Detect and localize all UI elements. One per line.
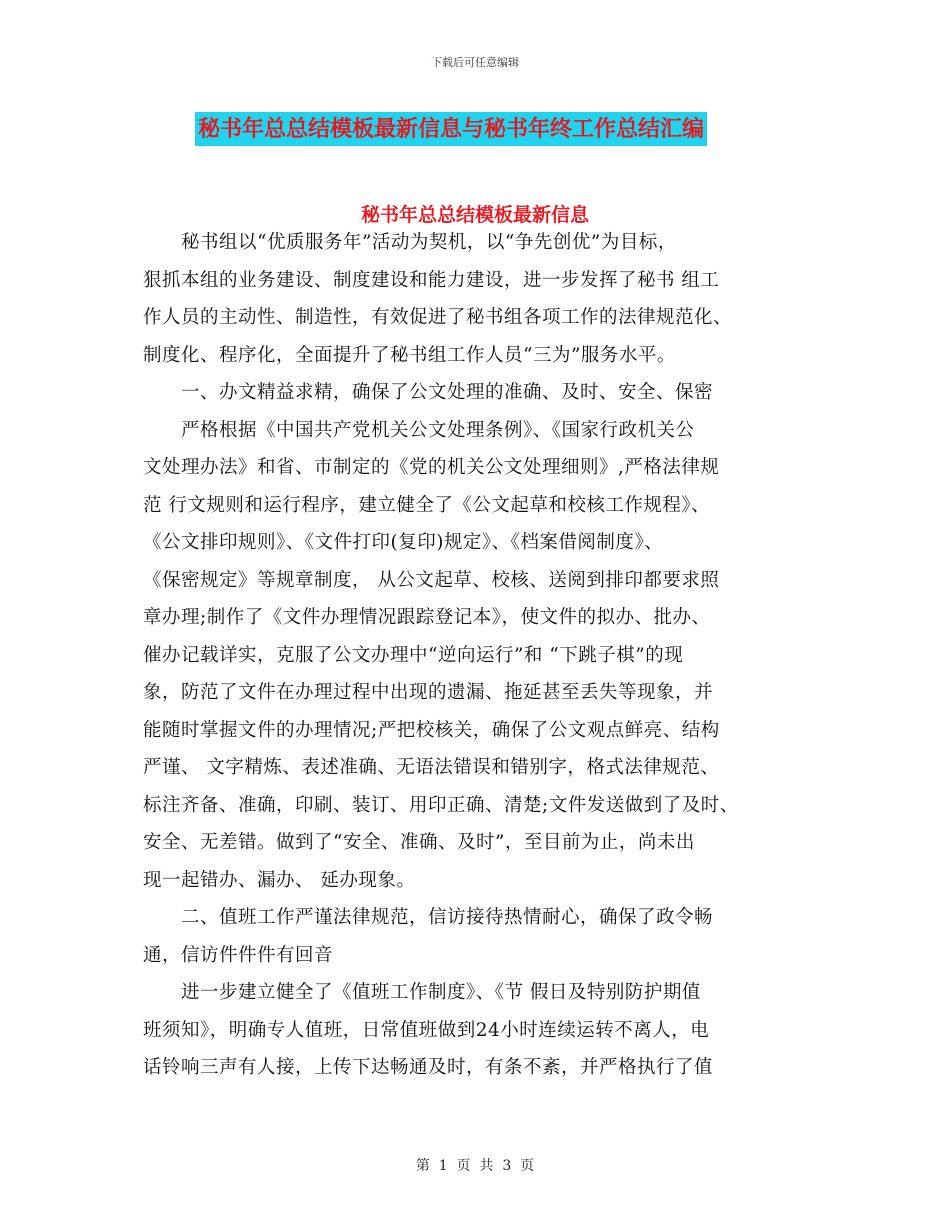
paragraph-line: 现一起错办、漏办、 延办现象。 xyxy=(143,869,416,891)
paragraph-line: 班须知》，明确专人值班，日常值班做到24小时连续运转不离人，电 xyxy=(143,1019,710,1041)
paragraph-line: 能随时掌握文件的办理情况;严把校核关，确保了公文观点鲜亮、结构 xyxy=(143,719,720,741)
paragraph-line: 严格根据《中国共产党机关公文处理条例》、《国家行政机关公 xyxy=(143,419,695,441)
paragraph-line: 作人员的主动性、制造性，有效促进了秘书组各项工作的法律规范化、 xyxy=(143,307,733,328)
paragraph-line: 严谨、 文字精炼、表述准确、无语法错误和错别字，格式法律规范、 xyxy=(143,757,720,778)
paragraph-line: 章办理;制作了《文件办理情况跟踪登记本》，使文件的拟办、批办、 xyxy=(143,607,711,628)
paragraph-line: 狠抓本组的业务建设、制度建设和能力建设，进一步发挥了秘书 组工 xyxy=(143,269,720,291)
paragraph-line: 进一步建立健全了《值班工作制度》、《节 假日及特别防护期值 xyxy=(143,982,701,1003)
paragraph-line: 催办记载详实，克服了公文办理中“逆向运行”和 “下跳子棋”的现 xyxy=(143,644,684,666)
heading-line: 二、值班工作严谨法律规范，信访接待热情耐心，确保了政令畅 xyxy=(143,907,714,928)
paragraph-line: 话铃响三声有人接，上传下达畅通及时，有条不紊，并严格执行了值 xyxy=(143,1057,714,1078)
paragraph-line: 象，防范了文件在办理过程中出现的遗漏、拖延甚至丢失等现象，并 xyxy=(143,682,714,703)
heading-line: 一、办文精益求精，确保了公文处理的准确、及时、安全、保密 xyxy=(143,382,714,403)
paragraph-line: 《公文排印规则》、《文件打印(复印)规定》、《档案借阅制度》、 xyxy=(143,532,664,553)
paragraph-line: 制度化、程序化，全面提升了秘书组工作人员“三为”服务水平。 xyxy=(143,344,676,366)
section-title: 秘书年总总结模板最新信息 xyxy=(360,204,589,226)
header-note: 下载后可任意编辑 xyxy=(431,56,519,69)
paragraph-line: 《保密规定》等规章制度， 从公文起草、校核、送阅到排印都要求照 xyxy=(143,569,720,591)
paragraph-line: 安全、无差错。做到了“安全、准确、及时”，至目前为止，尚未出 xyxy=(143,832,695,853)
paragraph-line: 文处理办法》和省、市制定的《党的机关公文处理细则》,严格法律规 xyxy=(143,457,720,478)
document-title: 秘书年总总结模板最新信息与秘书年终工作总结汇编 xyxy=(195,112,707,146)
paragraph-line: 标注齐备、准确，印刷、装订、用印正确、清楚;文件发送做到了及时、 xyxy=(143,794,739,816)
page-footer: 第 1 页 共 3 页 xyxy=(415,1158,535,1174)
paragraph-line: 秘书组以“优质服务年”活动为契机，以“争先创优”为目标， xyxy=(143,232,677,253)
heading-line: 通，信访件件件有回音 xyxy=(143,944,334,966)
document-body xyxy=(143,224,818,1087)
paragraph-line: 范 行文规则和运行程序，建立健全了《公文起草和校核工作规程》、 xyxy=(143,494,711,516)
